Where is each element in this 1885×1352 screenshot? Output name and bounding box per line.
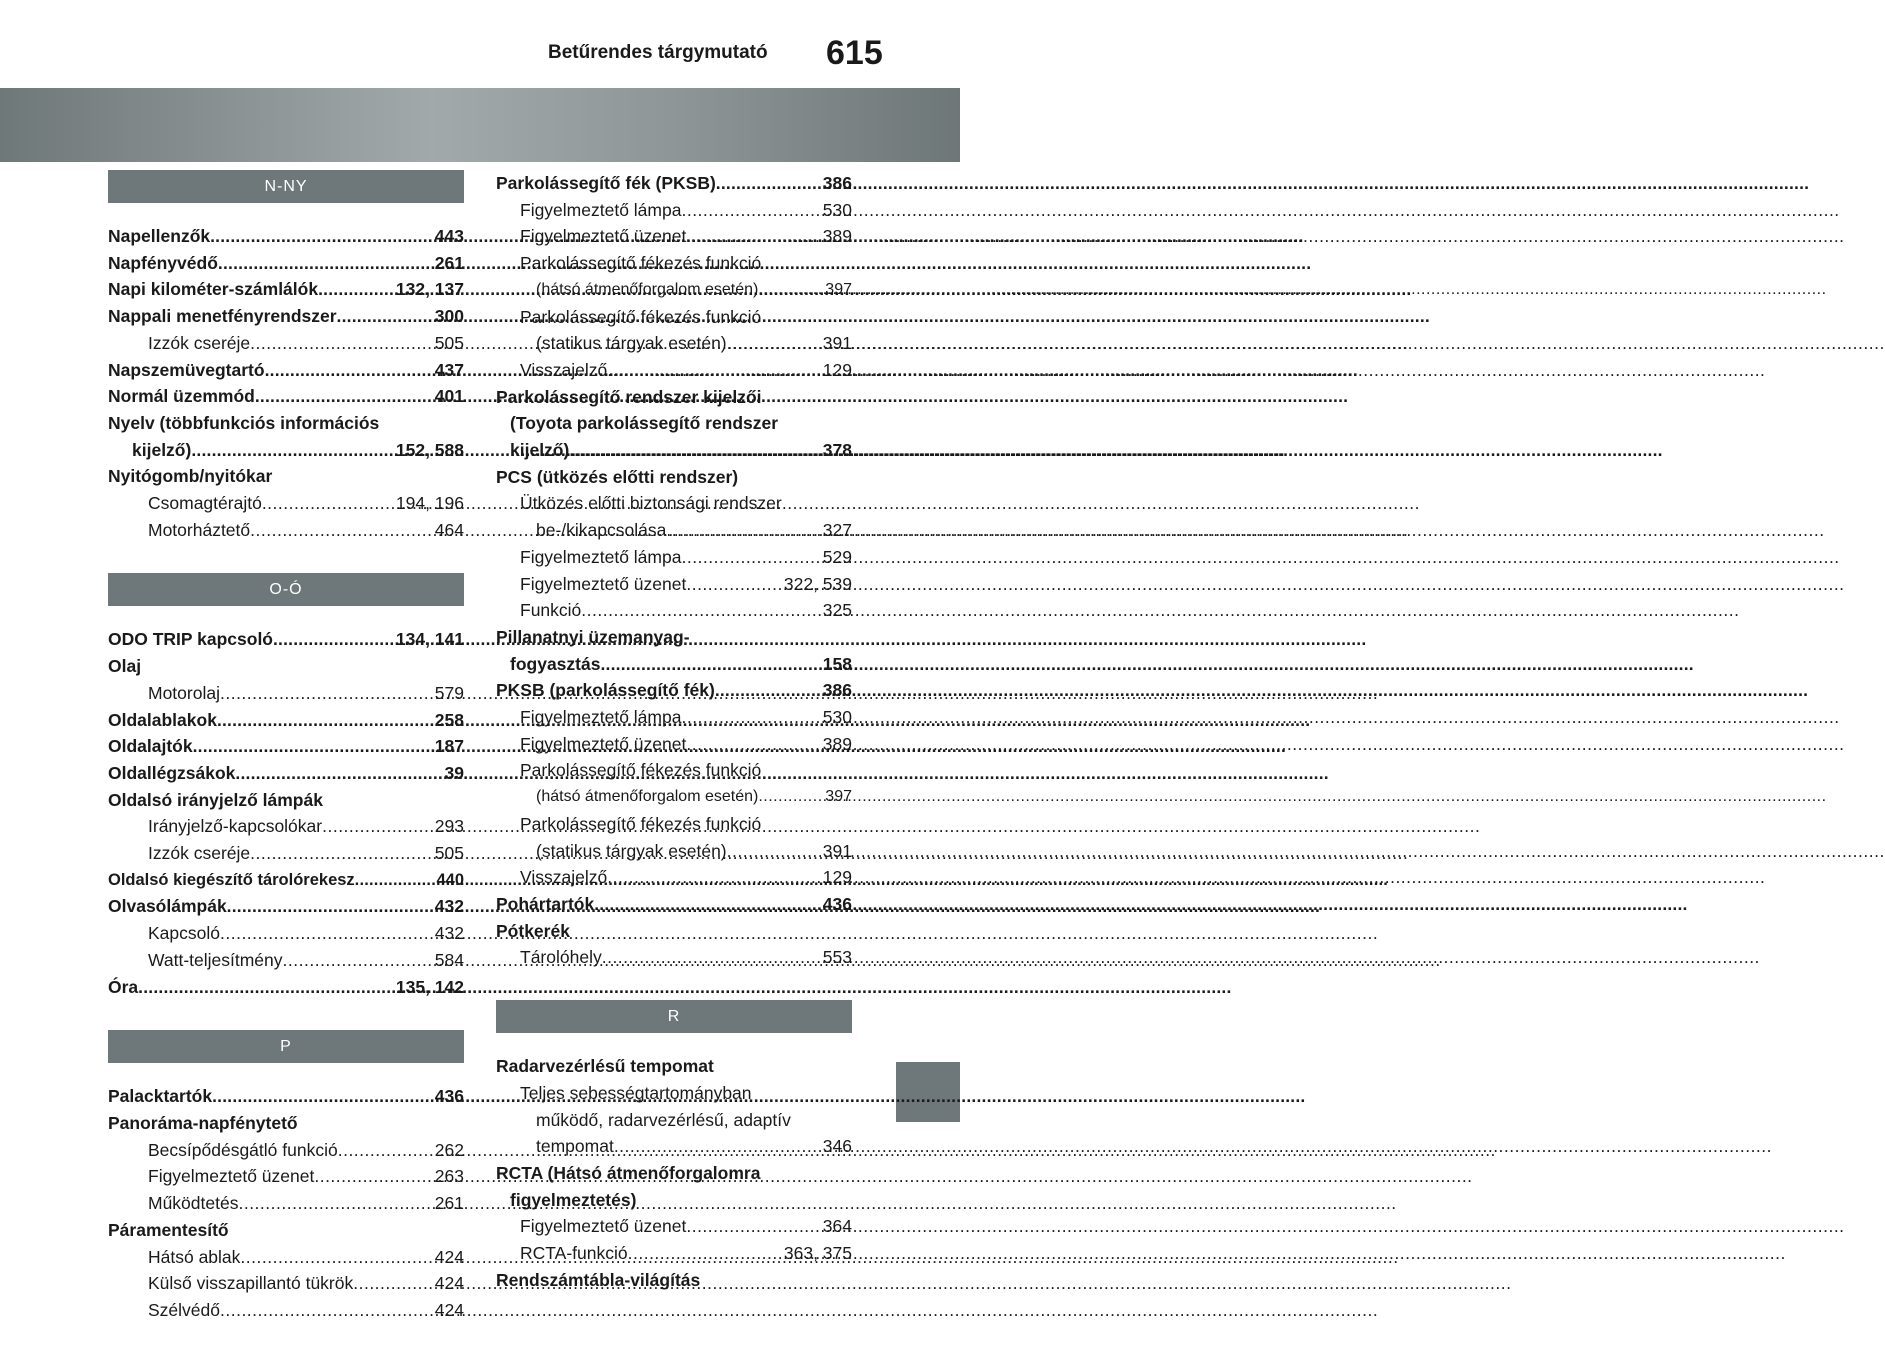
section-header-o: O-Ó (108, 573, 464, 606)
index-subentry: Figyelmeztető üzenet ..... 389 (496, 731, 852, 758)
index-subentry: Izzók cseréje ..... 505 (108, 840, 464, 867)
index-heading: Oldalsó irányjelző lámpák (108, 789, 323, 810)
index-entry: Normál üzemmód ..... 401 (108, 383, 464, 410)
index-entry: fogyasztás ..... 158 (496, 651, 852, 678)
index-entry: Pohártartók ..... 436 (496, 891, 852, 918)
index-subheading: Ütközés előtti biztonsági rendszer (520, 493, 782, 514)
index-heading: Radarvezérlésű tempomat (496, 1056, 714, 1077)
index-subentry: Figyelmeztető lámpa ..... 530 (496, 704, 852, 731)
index-subheading: Teljes sebességtartományban (520, 1082, 752, 1103)
index-subheading: Parkolássegítő fékezés funkció (520, 306, 762, 327)
index-subentry: RCTA-funkció ..... 363, 375 (496, 1240, 852, 1267)
index-subheading: Parkolássegítő fékezés funkció (520, 253, 762, 274)
index-entry: Napi kilométer-számlálók ..... 132, 137 (108, 276, 464, 303)
index-heading: Pótkerék (496, 920, 570, 941)
index-subentry: Csomagtérajtó ..... 194, 196 (108, 490, 464, 517)
index-subentry: (statikus tárgyak esetén) ..... 391 (496, 838, 852, 865)
page-number: 615 (826, 34, 883, 72)
index-subentry: Szélvédő ..... 424 (108, 1297, 464, 1324)
index-subentry: tempomat ..... 346 (496, 1133, 852, 1160)
index-entry: Napellenzők ..... 443 (108, 223, 464, 250)
index-entry: Oldallégzsákok ..... 39 (108, 760, 464, 787)
index-entry: ODO TRIP kapcsoló ..... 134, 141 (108, 626, 464, 653)
index-entry: Palacktartók ..... 436 (108, 1083, 464, 1110)
index-subentry: Figyelmeztető üzenet ..... 322, 539 (496, 571, 852, 598)
index-heading: figyelmeztetés) (510, 1189, 637, 1210)
index-subentry: Motorháztető ..... 464 (108, 517, 464, 544)
index-entry: Nappali menetfényrendszer ..... 300 (108, 303, 464, 330)
index-entry: PKSB (parkolássegítő fék) ..... 386 (496, 677, 852, 704)
index-entry: Oldalsó kiegészítő tárolórekesz ..... 440 (108, 867, 464, 894)
index-entry: Parkolássegítő fék (PKSB) ..... 386 (496, 170, 852, 197)
index-subentry: Figyelmeztető üzenet ..... 389 (496, 223, 852, 250)
index-subentry: Izzók cseréje ..... 505 (108, 330, 464, 357)
index-subentry: Motorolaj ..... 579 (108, 680, 464, 707)
index-subentry: Figyelmeztető lámpa ..... 530 (496, 197, 852, 224)
index-entry: Napfényvédő ..... 261 (108, 250, 464, 277)
index-entry: Oldalablakok ..... 258 (108, 707, 464, 734)
index-entry: kijelző) ..... 152, 588 (108, 437, 464, 464)
index-subentry: (hátsó átmenőforgalom esetén) ..... 397 (496, 784, 852, 811)
index-entry: Oldalajtók ..... 187 (108, 733, 464, 760)
index-subentry: Kapcsoló ..... 432 (108, 920, 464, 947)
header-title: Betűrendes tárgymutató (548, 42, 768, 63)
index-subentry: Hátsó ablak ..... 424 (108, 1244, 464, 1271)
index-subentry: Visszajelző ..... 129 (496, 357, 852, 384)
index-heading: Olaj (108, 656, 142, 677)
index-subentry: Külső visszapillantó tükrök ..... 424 (108, 1270, 464, 1297)
index-column-left (108, 170, 464, 1324)
index-heading: Nyitógomb/nyitókar (108, 466, 273, 487)
index-heading: (Toyota parkolássegítő rendszer (510, 413, 779, 434)
index-heading: Parkolássegítő rendszer kijelzői (496, 386, 762, 407)
index-heading: Páramentesítő (108, 1219, 229, 1240)
section-header-n-ny: N-NY (108, 170, 464, 203)
index-subentry: Funkció ..... 325 (496, 597, 852, 624)
index-subentry: Figyelmeztető lámpa ..... 529 (496, 544, 852, 571)
section-header-r: R (496, 1000, 852, 1033)
index-entry: Olvasólámpák ..... 432 (108, 893, 464, 920)
index-entry: kijelző) ..... 378 (496, 437, 852, 464)
index-heading: Nyelv (többfunkciós információs (108, 412, 380, 433)
index-subentry: Működtetés ..... 261 (108, 1190, 464, 1217)
index-subentry: Visszajelző ..... 129 (496, 864, 852, 891)
index-entry: Óra ..... 135, 142 (108, 974, 464, 1001)
index-subheading: Parkolássegítő fékezés funkció (520, 760, 762, 781)
page-header (0, 0, 960, 84)
index-entry: Napszemüvegtartó ..... 437 (108, 357, 464, 384)
index-heading: Rendszámtábla-világítás (496, 1269, 701, 1290)
index-heading: RCTA (Hátsó átmenőforgalomra (496, 1162, 761, 1183)
index-heading: Panoráma-napfénytető (108, 1112, 298, 1133)
index-subentry: Figyelmeztető üzenet ..... 263 (108, 1163, 464, 1190)
index-subentry: Becsípődésgátló funkció ..... 262 (108, 1137, 464, 1164)
index-subentry: be-/kikapcsolása ..... 327 (496, 517, 852, 544)
index-subentry: Tárolóhely ..... 553 (496, 944, 852, 971)
index-subentry: (hátsó átmenőforgalom esetén) ..... 397 (496, 277, 852, 304)
index-subentry: Figyelmeztető üzenet ..... 364 (496, 1213, 852, 1240)
index-heading: PCS (ütközés előtti rendszer) (496, 466, 739, 487)
index-subentry: Watt-teljesítmény ..... 584 (108, 947, 464, 974)
index-subheading: működő, radarvezérlésű, adaptív (536, 1109, 791, 1130)
index-subentry: Irányjelző-kapcsolókar ..... 293 (108, 813, 464, 840)
index-heading: Pillanatnyi üzemanyag- (496, 626, 690, 647)
index-subentry: (statikus tárgyak esetén) ..... 391 (496, 330, 852, 357)
index-column-right (496, 170, 852, 1293)
section-header-p: P (108, 1030, 464, 1063)
header-banner (0, 88, 960, 162)
index-subheading: Parkolássegítő fékezés funkció (520, 813, 762, 834)
